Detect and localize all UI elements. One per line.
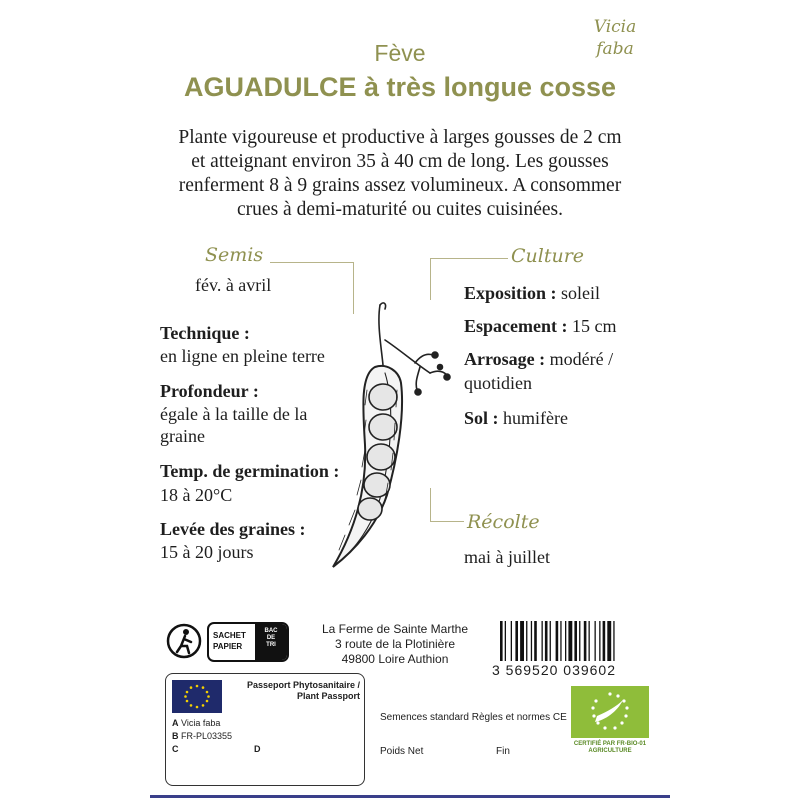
- net-weight-label: Poids Net: [380, 746, 424, 757]
- temp-value: 18 à 20°C: [160, 485, 233, 505]
- passport-row-c: [172, 744, 179, 754]
- arrosage-label: Arrosage :: [464, 349, 546, 369]
- temp-label: Temp. de germination :: [160, 461, 340, 481]
- passport-title: [228, 680, 360, 702]
- profondeur-value: graine: [160, 426, 205, 446]
- technique-value: en ligne en pleine terre: [160, 346, 325, 366]
- bac-label: [260, 628, 282, 649]
- latin-genus: Vicia: [593, 17, 637, 37]
- barcode-bar: [534, 621, 537, 661]
- arrosage-value: modéré /: [545, 349, 614, 369]
- profondeur-value: égale à la taille de la: [160, 404, 308, 424]
- culture-title: Culture: [511, 245, 585, 267]
- farm-address-line: 49800 Loire Authion: [341, 652, 449, 666]
- barcode-bar: [613, 621, 614, 661]
- organic-certification: [565, 741, 655, 755]
- barcode-bar: [584, 621, 587, 661]
- barcode-bar: [574, 621, 577, 661]
- description-line: Plante vigoureuse et productive à larges gousses de 2 cm: [178, 127, 622, 148]
- bottom-rule: [150, 795, 670, 798]
- sol-row: [464, 407, 568, 429]
- exposition-row: [464, 282, 600, 304]
- recolte-period: mai à juillet: [464, 547, 550, 567]
- barcode-bar: [545, 621, 548, 661]
- passport-letter: B: [172, 731, 179, 741]
- farm-address-line: 3 route de la Plotinière: [334, 637, 456, 651]
- passport-letter: A: [172, 718, 179, 728]
- exposition-label: Exposition :: [464, 283, 557, 303]
- species-title: Fève: [374, 40, 426, 66]
- passport-title-line: Passeport Phytosanitaire /: [246, 680, 360, 690]
- barcode-bar: [607, 621, 611, 661]
- semis-period: fév. à avril: [195, 275, 272, 295]
- passport-letter: C: [172, 744, 179, 754]
- passport-row-b: [172, 731, 232, 741]
- eu-organic-logo: [571, 686, 649, 738]
- passport-row-a: [172, 718, 220, 728]
- cert-line: CERTIFIÉ PAR FR-BIO-01: [573, 741, 647, 747]
- barcode-bar: [579, 621, 580, 661]
- description-line: et atteignant environ 35 à 40 cm de long. Les gousses: [191, 151, 609, 172]
- levee-value: 15 à 20 jours: [160, 542, 254, 562]
- passport-letter: D: [254, 744, 261, 754]
- levee-label: Levée des graines :: [160, 519, 306, 539]
- profondeur-label: Profondeur :: [160, 381, 259, 401]
- arrosage-value-2: quotidien: [464, 373, 532, 393]
- farm-name: La Ferme de Sainte Marthe: [321, 622, 469, 636]
- bean-pod-illustration: [325, 295, 465, 580]
- sorting-badge: [207, 622, 289, 662]
- bin-icon: [255, 624, 287, 660]
- passport-row-d: [254, 744, 261, 754]
- sachet-label: [213, 630, 246, 652]
- barcode-bar: [526, 621, 527, 661]
- exposition-value: soleil: [556, 283, 601, 303]
- latin-species: faba: [596, 39, 634, 59]
- end-label: Fin: [496, 746, 510, 757]
- bac-line: BAC: [264, 628, 278, 634]
- barcode-bar: [520, 621, 524, 661]
- barcode-bar: [542, 621, 543, 661]
- barcode-bar: [595, 621, 596, 661]
- barcode-bar: [565, 621, 566, 661]
- technique-label: Technique :: [160, 323, 250, 343]
- sol-value: humifère: [498, 408, 568, 428]
- passport-title-line: Plant Passport: [296, 691, 360, 701]
- barcode-bar: [505, 621, 506, 661]
- passport-value: Vicia faba: [181, 718, 221, 728]
- description: [140, 126, 660, 222]
- espacement-label: Espacement :: [464, 316, 568, 336]
- sachet-line: SACHET: [213, 631, 246, 640]
- barcode-bar: [531, 621, 532, 661]
- cert-line: AGRICULTURE: [588, 748, 632, 754]
- bac-line: TRI: [266, 642, 276, 648]
- sachet-line: PAPIER: [213, 642, 243, 651]
- barcode-bar: [568, 621, 572, 661]
- passport-value: FR-PL03355: [181, 731, 233, 741]
- recolte-title: Récolte: [467, 511, 540, 533]
- barcode-bar: [560, 621, 561, 661]
- barcode-bar: [589, 621, 590, 661]
- farm-address: [300, 622, 490, 667]
- arrosage-row: [464, 348, 613, 370]
- barcode-bar: [556, 621, 559, 661]
- description-line: crues à demi-maturité ou cuites cuisinées.: [237, 199, 563, 220]
- recycle-person-icon: [165, 622, 203, 660]
- barcode-bar: [603, 621, 606, 661]
- variety-title: AGUADULCE à très longue cosse: [183, 72, 617, 102]
- seed-standards: Semences standard Règles et normes CE: [380, 712, 567, 723]
- barcode-bar: [515, 621, 518, 661]
- barcode-bar: [550, 621, 551, 661]
- eu-flag-icon: [172, 680, 222, 713]
- plant-passport: [165, 673, 365, 786]
- barcode-bar: [599, 621, 600, 661]
- bac-line: DE: [266, 635, 276, 641]
- barcode: [498, 621, 658, 661]
- espacement-row: [464, 315, 616, 337]
- sol-label: Sol :: [464, 408, 499, 428]
- espacement-value: 15 cm: [567, 316, 617, 336]
- semis-title: Semis: [205, 244, 264, 266]
- barcode-bar: [511, 621, 512, 661]
- barcode-digits: 3 569520 039602: [492, 662, 616, 678]
- barcode-bar: [500, 621, 503, 661]
- description-line: renferment 8 à 9 grains assez volumineux. A consommer: [178, 175, 622, 196]
